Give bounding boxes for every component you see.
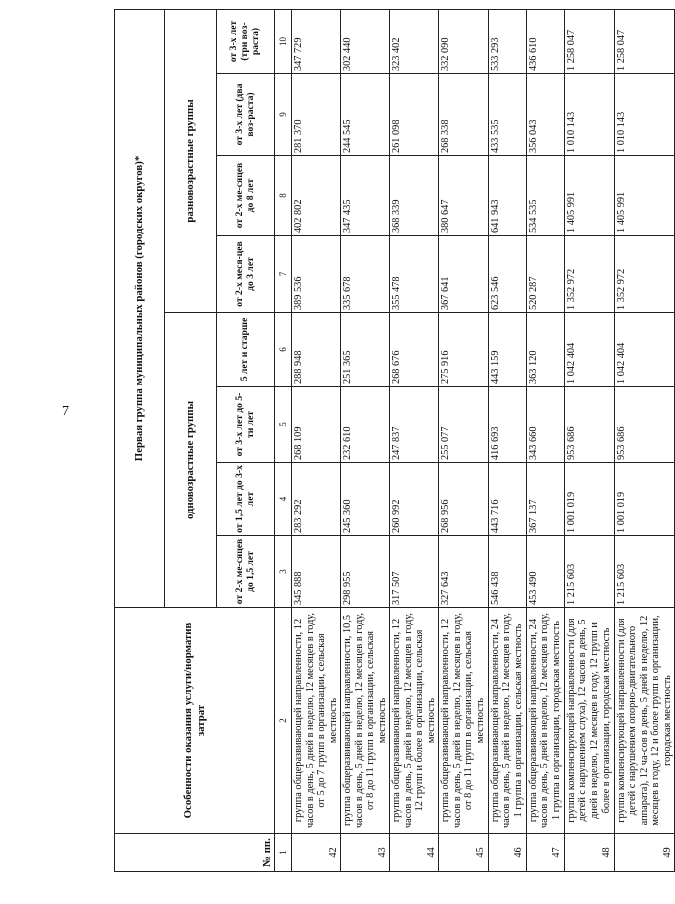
row-number: 45 <box>439 834 488 872</box>
row-number: 47 <box>526 834 564 872</box>
value-cell: 533 293 <box>488 9 526 73</box>
header-col-7: от 3-х лет (два воз-раста) <box>217 74 275 156</box>
value-cell: 416 693 <box>488 387 526 463</box>
row-description: группа общеразвивающей направленности, 10,5 часов в день, 5 дней в неделю, 12 месяцев в году, от 8 до 11 групп в организации, сельская местность <box>341 608 390 834</box>
value-cell: 347 729 <box>292 9 341 73</box>
value-cell: 343 660 <box>526 387 564 463</box>
table-row <box>292 9 341 871</box>
value-cell: 389 536 <box>292 236 341 313</box>
row-description: группа компенсирующей направленности (для детей с нарушением слуха), 12 часов в день, 5 дней в неделю, 12 месяцев в году, 12 групп и более в организации, городская местность <box>564 608 614 834</box>
col-index: 7 <box>275 236 292 313</box>
row-description: группа компенсирующей направленности (для детей с нарушением опорно-двигательного аппарата), 12 ча-сов в день, 5 дней в неделю, 12 месяцев в году, 12 и более групп в организации, городская местность <box>614 608 675 834</box>
row-number: 48 <box>564 834 614 872</box>
value-cell: 355 478 <box>390 236 439 313</box>
value-cell: 268 338 <box>439 74 488 156</box>
row-number: 42 <box>292 834 341 872</box>
value-cell: 380 647 <box>439 156 488 236</box>
value-cell: 641 943 <box>488 156 526 236</box>
value-cell: 546 438 <box>488 536 526 608</box>
value-cell: 245 360 <box>341 463 390 536</box>
value-cell: 367 137 <box>526 463 564 536</box>
value-cell: 1 258 047 <box>564 9 614 73</box>
table-row <box>341 9 390 871</box>
header-mixed-age: разновозрастные группы <box>165 9 217 312</box>
value-cell: 232 610 <box>341 387 390 463</box>
value-cell: 268 956 <box>439 463 488 536</box>
header-col-5: от 2-х меся-цев до 3 лет <box>217 236 275 313</box>
header-single-age: одновозрастные группы <box>165 313 217 608</box>
col-index: 8 <box>275 156 292 236</box>
value-cell: 1 010 143 <box>564 74 614 156</box>
row-number: 46 <box>488 834 526 872</box>
value-cell: 244 545 <box>341 74 390 156</box>
value-cell: 260 992 <box>390 463 439 536</box>
row-number: 44 <box>390 834 439 872</box>
col-index: 1 <box>275 834 292 872</box>
value-cell: 402 802 <box>292 156 341 236</box>
col-index: 2 <box>275 608 292 834</box>
col-index: 10 <box>275 9 292 73</box>
table-row <box>564 9 614 871</box>
value-cell: 1 042 404 <box>564 313 614 387</box>
value-cell: 367 641 <box>439 236 488 313</box>
value-cell: 345 888 <box>292 536 341 608</box>
value-cell: 268 109 <box>292 387 341 463</box>
value-cell: 1 042 404 <box>614 313 675 387</box>
value-cell: 275 916 <box>439 313 488 387</box>
header-col-3: от 3-х лет до 5-ти лет <box>217 387 275 463</box>
header-num: № пп. <box>115 834 275 872</box>
cost-norms-table <box>114 9 675 872</box>
value-cell: 1 215 603 <box>614 536 675 608</box>
table-row <box>390 9 439 871</box>
value-cell: 247 837 <box>390 387 439 463</box>
header-feature: Особенности оказания услуги/норматив затрат <box>115 608 275 834</box>
col-index: 5 <box>275 387 292 463</box>
value-cell: 1 405 991 <box>614 156 675 236</box>
col-index: 4 <box>275 463 292 536</box>
value-cell: 281 370 <box>292 74 341 156</box>
table-row <box>488 9 526 871</box>
header-col-1: от 2-х ме-сяцев до 1,5 лет <box>217 536 275 608</box>
row-description: группа общеразвивающей направленности, 24 часов в день, 5 дней в неделю, 12 месяцев в году, 1 группа в организации, сельская местность <box>488 608 526 834</box>
value-cell: 1 001 019 <box>564 463 614 536</box>
value-cell: 1 352 972 <box>614 236 675 313</box>
row-description: группа общеразвивающей направленности, 12 часов в день, 5 дней в неделю, 12 месяцев в году, от 8 до 11 групп в организации, сельская местность <box>439 608 488 834</box>
value-cell: 255 077 <box>439 387 488 463</box>
value-cell: 298 955 <box>341 536 390 608</box>
header-col-8: от 3-х лет (три воз-раста) <box>217 9 275 73</box>
value-cell: 251 365 <box>341 313 390 387</box>
table-row <box>526 9 564 871</box>
value-cell: 1 405 991 <box>564 156 614 236</box>
column-index-row <box>275 9 292 871</box>
value-cell: 1 352 972 <box>564 236 614 313</box>
value-cell: 283 292 <box>292 463 341 536</box>
value-cell: 363 120 <box>526 313 564 387</box>
value-cell: 443 716 <box>488 463 526 536</box>
col-index: 9 <box>275 74 292 156</box>
value-cell: 1 258 047 <box>614 9 675 73</box>
value-cell: 261 098 <box>390 74 439 156</box>
value-cell: 453 490 <box>526 536 564 608</box>
value-cell: 436 610 <box>526 9 564 73</box>
value-cell: 288 948 <box>292 313 341 387</box>
page-number: 7 <box>62 404 69 419</box>
value-cell: 1 001 019 <box>614 463 675 536</box>
value-cell: 433 535 <box>488 74 526 156</box>
row-description: группа общеразвивающей направленности, 24 часов в день, 5 дней в неделю, 12 месяцев в году, 1 группа в организации, городская местность <box>526 608 564 834</box>
value-cell: 323 402 <box>390 9 439 73</box>
col-index: 3 <box>275 536 292 608</box>
value-cell: 520 287 <box>526 236 564 313</box>
value-cell: 302 440 <box>341 9 390 73</box>
row-description: группа общеразвивающей направленности, 12 часов в день, 5 дней в неделю, 12 месяцев в году, от 5 до 7 групп в организации, сельская местность <box>292 608 341 834</box>
value-cell: 953 686 <box>564 387 614 463</box>
value-cell: 268 676 <box>390 313 439 387</box>
value-cell: 368 339 <box>390 156 439 236</box>
value-cell: 332 090 <box>439 9 488 73</box>
table-row <box>439 9 488 871</box>
value-cell: 327 643 <box>439 536 488 608</box>
col-index: 6 <box>275 313 292 387</box>
header-group: Первая группа муниципальных районов (городских округов)* <box>115 9 165 607</box>
header-col-4: 5 лет и старше <box>217 313 275 387</box>
header-col-2: от 1,5 лет до 3-х лет <box>217 463 275 536</box>
value-cell: 443 159 <box>488 313 526 387</box>
value-cell: 623 546 <box>488 236 526 313</box>
row-description: группа общеразвивающей направленности, 12 часов в день, 5 дней в неделю, 12 месяцев в году, 12 групп и более в организации, сельская местность <box>390 608 439 834</box>
row-number: 43 <box>341 834 390 872</box>
value-cell: 534 535 <box>526 156 564 236</box>
value-cell: 317 507 <box>390 536 439 608</box>
value-cell: 1 010 143 <box>614 74 675 156</box>
rotated-table-container <box>114 10 673 872</box>
value-cell: 356 043 <box>526 74 564 156</box>
value-cell: 335 678 <box>341 236 390 313</box>
value-cell: 953 686 <box>614 387 675 463</box>
value-cell: 1 215 603 <box>564 536 614 608</box>
header-col-6: от 2-х ме-сяцев до 8 лет <box>217 156 275 236</box>
table-row <box>614 9 675 871</box>
value-cell: 347 435 <box>341 156 390 236</box>
row-number: 49 <box>614 834 675 872</box>
